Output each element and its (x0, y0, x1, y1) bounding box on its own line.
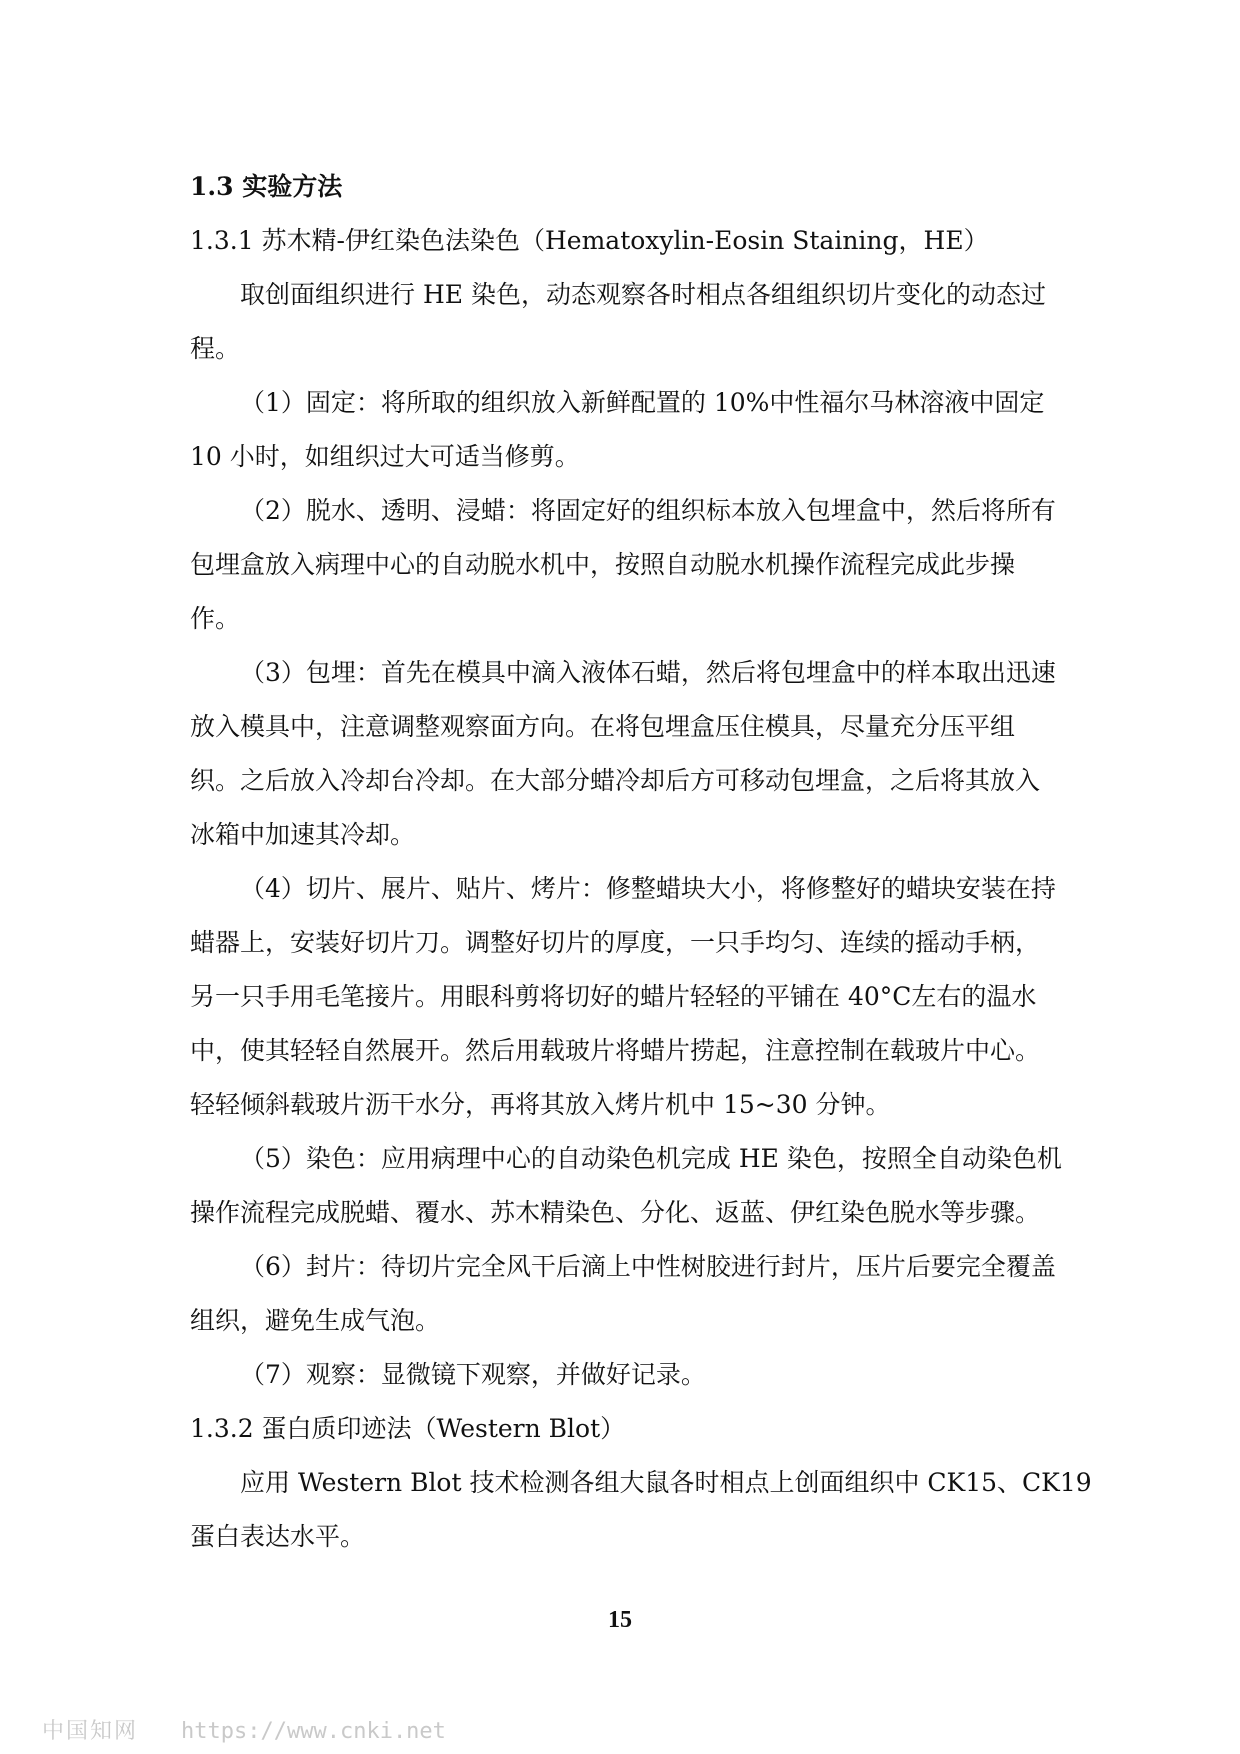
text-line: （1）固定：将所取的组织放入新鲜配置的 10%中性福尔马林溶液中固定 (240, 388, 1045, 417)
text-line: 轻轻倾斜载玻片沥干水分，再将其放入烤片机中 15~30 分钟。 (190, 1090, 891, 1119)
watermark-brand: 中国知网 (42, 1719, 139, 1744)
text-line: 组织，避免生成气泡。 (190, 1306, 441, 1335)
text-line: （4）切片、展片、贴片、烤片：修整蜡块大小，将修整好的蜡块安装在持 (240, 874, 1056, 903)
section-heading: 1.3 实验方法 (190, 172, 343, 201)
text-line: （7）观察：显微镜下观察，并做好记录。 (240, 1360, 706, 1389)
watermark (42, 1714, 446, 1745)
text-line: 程。 (190, 334, 241, 363)
text-line: （2）脱水、透明、浸蜡：将固定好的组织标本放入包埋盒中，然后将所有 (240, 496, 1056, 525)
text-line: 操作流程完成脱蜡、覆水、苏木精染色、分化、返蓝、伊红染色脱水等步骤。 (190, 1198, 1041, 1227)
text-line: （5）染色：应用病理中心的自动染色机完成 HE 染色，按照全自动染色机 (240, 1144, 1062, 1173)
text-line: 放入模具中，注意调整观察面方向。在将包埋盒压住模具，尽量充分压平组 (190, 712, 1016, 741)
text-line: 蜡器上，安装好切片刀。调整好切片的厚度，一只手均匀、连续的摇动手柄， (190, 928, 1041, 957)
text-line: 应用 Western Blot 技术检测各组大鼠各时相点上创面组织中 CK15、CK19 (240, 1468, 1092, 1497)
document-body (190, 160, 1092, 1564)
page-number: 15 (608, 1607, 632, 1633)
text-line: 取创面组织进行 HE 染色，动态观察各时相点各组组织切片变化的动态过 (240, 280, 1046, 309)
text-line: 1.3.1 苏木精-伊红染色法染色（Hematoxylin-Eosin Staining，HE） (190, 226, 989, 255)
text-line: （3）包埋：首先在模具中滴入液体石蜡，然后将包埋盒中的样本取出迅速 (240, 658, 1056, 687)
text-line: 冰箱中加速其冷却。 (190, 820, 416, 849)
text-line: 包埋盒放入病理中心的自动脱水机中，按照自动脱水机操作流程完成此步操 (190, 550, 1016, 579)
text-line: 中，使其轻轻自然展开。然后用载玻片将蜡片捞起，注意控制在载玻片中心。 (190, 1036, 1041, 1065)
text-line: 作。 (190, 604, 241, 633)
watermark-url: https://www.cnki.net (181, 1719, 446, 1744)
text-line: （6）封片：待切片完全风干后滴上中性树胶进行封片，压片后要完全覆盖 (240, 1252, 1056, 1281)
text-line: 蛋白表达水平。 (190, 1522, 366, 1551)
text-line: 10 小时，如组织过大可适当修剪。 (190, 442, 580, 471)
text-line: 另一只手用毛笔接片。用眼科剪将切好的蜡片轻轻的平铺在 40°C左右的温水 (190, 982, 1037, 1011)
text-line: 织。之后放入冷却台冷却。在大部分蜡冷却后方可移动包埋盒，之后将其放入 (190, 766, 1041, 795)
text-line: 1.3.2 蛋白质印迹法（Western Blot） (190, 1414, 626, 1443)
